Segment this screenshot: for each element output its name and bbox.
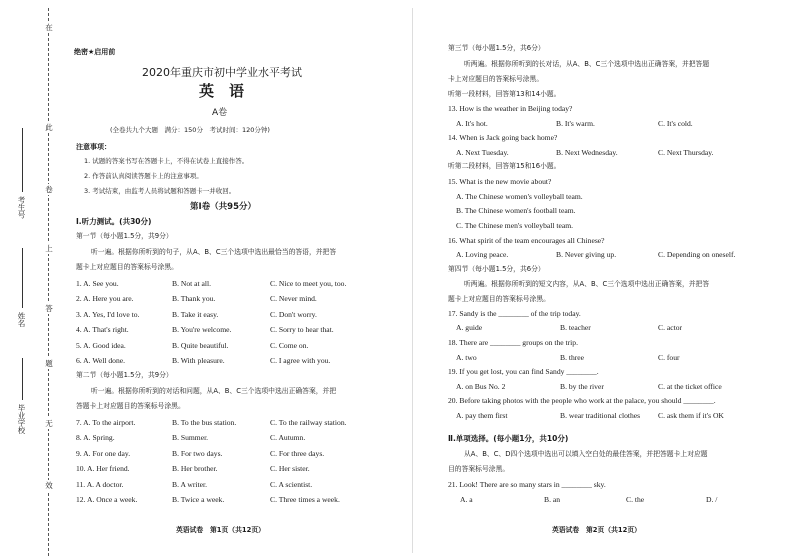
seal-char: 上 — [45, 244, 53, 253]
option-b: B. Take it easy. — [172, 310, 219, 319]
material-label: 听第二段材料，回答第15和16小题。 — [448, 162, 561, 170]
option-b: B. Twice a week. — [172, 495, 225, 504]
option-b: B. Summer. — [172, 433, 209, 442]
section-heading: Ⅱ.单项选择。(每小题1分，共10分) — [448, 434, 569, 443]
instruction: 题卡上对应题目的答案标号涂黑。 — [76, 263, 178, 271]
subject-title: 英 语 — [199, 82, 245, 100]
page-footer: 英语试卷 第1页（共12页） — [176, 526, 265, 534]
option-c: C. It's cold. — [658, 119, 693, 128]
option-b: B. by the river — [560, 382, 604, 391]
option-b: B. Never giving up. — [556, 250, 617, 259]
question-stem: 13. How is the weather in Beijing today? — [448, 104, 573, 113]
option-c: C. Her sister. — [270, 464, 310, 473]
option-b: B. With pleasure. — [172, 356, 225, 365]
option-c: C. To the railway station. — [270, 418, 347, 427]
option-a: A. guide — [456, 323, 483, 332]
instruction: 听一遍。根据你所听到的句子，从A、B、C三个选项中选出最恰当的答语，并把答 — [91, 248, 337, 256]
option-a: 11. A. A doctor. — [76, 480, 124, 489]
part-heading: 第Ⅰ卷（共95分） — [190, 202, 256, 212]
option-a: 7. A. To the airport. — [76, 418, 136, 427]
instruction: 答题卡上对应题目的答案标号涂黑。 — [76, 402, 185, 410]
note-item: 1. 试题的答案书写在答题卡上，不得在试卷上直接作答。 — [84, 157, 249, 165]
question-stem: 20. Before taking photos with the people who work at the palace, you should ________. — [448, 396, 716, 405]
option-b: B. an — [544, 495, 561, 504]
instruction: 听两遍。根据你所听到的短文内容，从A、B、C三个选项中选出正确答案，并把答 — [464, 280, 710, 288]
instruction: 听两遍。根据你所听到的长对话，从A、B、C三个选项中选出正确答案，并把答题 — [464, 60, 710, 68]
instruction: 目的答案标号涂黑。 — [448, 465, 510, 473]
school-field[interactable] — [22, 358, 23, 400]
exam-number-label: 考生号 — [17, 196, 26, 219]
subsection-heading: 第二节（每小题1.5分，共9分） — [76, 371, 173, 379]
note-item: 3. 考试结束，由监考人员将试题和答题卡一并收回。 — [84, 187, 236, 195]
confidential-mark: 绝密★启用前 — [74, 48, 116, 56]
section-heading: Ⅰ.听力测试。(共30分) — [76, 217, 152, 226]
page-divider — [412, 8, 413, 553]
option-a: A. The Chinese women's volleyball team. — [456, 192, 583, 201]
option-b: B. Not at all. — [172, 279, 212, 288]
option-a: 9. A. For one day. — [76, 449, 131, 458]
seal-char: 答 — [45, 304, 53, 313]
option-b: B. wear traditional clothes — [560, 411, 641, 420]
option-a: 8. A. Spring. — [76, 433, 115, 442]
seal-char: 在 — [45, 23, 53, 32]
option-b: B. For two days. — [172, 449, 223, 458]
option-c: C. The Chinese men's volleyball team. — [456, 221, 574, 230]
seal-char: 效 — [45, 481, 53, 490]
exam-title: 2020年重庆市初中学业水平考试 — [142, 66, 302, 79]
option-c: C. Autumn. — [270, 433, 306, 442]
instruction: 从A、B、C、D四个选项中选出可以填入空白处的最佳答案，并把答题卡上对应题 — [464, 450, 708, 458]
option-a: 12. A. Once a week. — [76, 495, 138, 504]
option-c: C. Come on. — [270, 341, 309, 350]
question-stem: 17. Sandy is the ________ of the trip today. — [448, 309, 581, 318]
question-stem: 19. If you get lost, you can find Sandy ________. — [448, 367, 599, 376]
seal-char: 卷 — [45, 185, 53, 194]
option-c: C. For three days. — [270, 449, 325, 458]
option-c: C. Nice to meet you, too. — [270, 279, 347, 288]
name-field[interactable] — [22, 248, 23, 308]
option-c: C. the — [626, 495, 645, 504]
option-b: B. teacher — [560, 323, 591, 332]
seal-char: 此 — [45, 123, 53, 132]
paper-label: A卷 — [212, 108, 228, 118]
option-a: A. a — [460, 495, 473, 504]
option-a: A. pay them first — [456, 411, 508, 420]
option-a: A. two — [456, 353, 477, 362]
option-c: C. actor — [658, 323, 683, 332]
instruction: 听一遍。根据你所听到的对话和问题，从A、B、C三个选项中选出正确答案，并把 — [91, 387, 337, 395]
option-c: C. Depending on oneself. — [658, 250, 736, 259]
option-d: D. / — [706, 495, 718, 504]
subsection-heading: 第四节（每小题1.5分，共6分） — [448, 265, 545, 273]
option-c: C. I agree with you. — [270, 356, 331, 365]
notes-title: 注意事项： — [76, 143, 111, 151]
exam-number-field[interactable] — [22, 128, 23, 192]
option-b: B. Next Wednesday. — [556, 148, 618, 157]
question-stem: 18. There are ________ groups on the trip. — [448, 338, 578, 347]
option-b: B. You're welcome. — [172, 325, 232, 334]
question-stem: 21. Look! There are so many stars in ________ sky. — [448, 480, 606, 489]
option-b: B. To the bus station. — [172, 418, 237, 427]
option-a: A. on Bus No. 2 — [456, 382, 506, 391]
option-c: C. Three times a week. — [270, 495, 340, 504]
instruction: 题卡上对应题目的答案标号涂黑。 — [448, 295, 550, 303]
option-b: B. Thank you. — [172, 294, 216, 303]
option-a: A. Loving peace. — [456, 250, 509, 259]
option-c: C. Never mind. — [270, 294, 317, 303]
option-c: C. four — [658, 353, 680, 362]
option-b: B. Her brother. — [172, 464, 218, 473]
option-b: B. Quite beautiful. — [172, 341, 229, 350]
option-c: C. Next Thursday. — [658, 148, 714, 157]
school-label: 毕业学校 — [17, 404, 26, 434]
seal-dashed-line — [48, 8, 49, 556]
option-b: B. It's warm. — [556, 119, 595, 128]
instruction: 卡上对应题目的答案标号涂黑。 — [448, 75, 544, 83]
seal-char: 题 — [45, 359, 53, 368]
option-c: C. at the ticket office — [658, 382, 722, 391]
option-a: 10. A. Her friend. — [76, 464, 130, 473]
question-stem: 14. When is Jack going back home? — [448, 133, 558, 142]
option-a: 1. A. See you. — [76, 279, 119, 288]
option-c: C. Sorry to hear that. — [270, 325, 334, 334]
option-a: A. Next Tuesday. — [456, 148, 509, 157]
note-item: 2. 作答前认真阅读答题卡上的注意事项。 — [84, 172, 203, 180]
option-a: 5. A. Good idea. — [76, 341, 126, 350]
option-a: 2. A. Here you are. — [76, 294, 134, 303]
option-c: C. ask them if it's OK — [658, 411, 724, 420]
question-stem: 15. What is the new movie about? — [448, 177, 552, 186]
seal-char: 无 — [45, 419, 53, 428]
option-b: B. The Chinese women's football team. — [456, 206, 576, 215]
material-label: 听第一段材料，回答第13和14小题。 — [448, 90, 561, 98]
page-footer: 英语试卷 第2页（共12页） — [552, 526, 641, 534]
subsection-heading: 第一节（每小题1.5分，共9分） — [76, 232, 173, 240]
option-a: 6. A. Well done. — [76, 356, 126, 365]
option-b: B. three — [560, 353, 585, 362]
option-c: C. A scientist. — [270, 480, 313, 489]
subsection-heading: 第三节（每小题1.5分，共6分） — [448, 44, 545, 52]
option-a: 3. A. Yes, I'd love to. — [76, 310, 140, 319]
question-stem: 16. What spirit of the team encourages all Chinese? — [448, 236, 605, 245]
exam-info: (全卷共九个大题 满分：150分 考试时间：120分钟) — [110, 126, 270, 134]
name-label: 姓名 — [17, 312, 26, 327]
option-a: 4. A. That's right. — [76, 325, 129, 334]
option-c: C. Don't worry. — [270, 310, 317, 319]
option-b: B. A writer. — [172, 480, 208, 489]
option-a: A. It's hot. — [456, 119, 488, 128]
